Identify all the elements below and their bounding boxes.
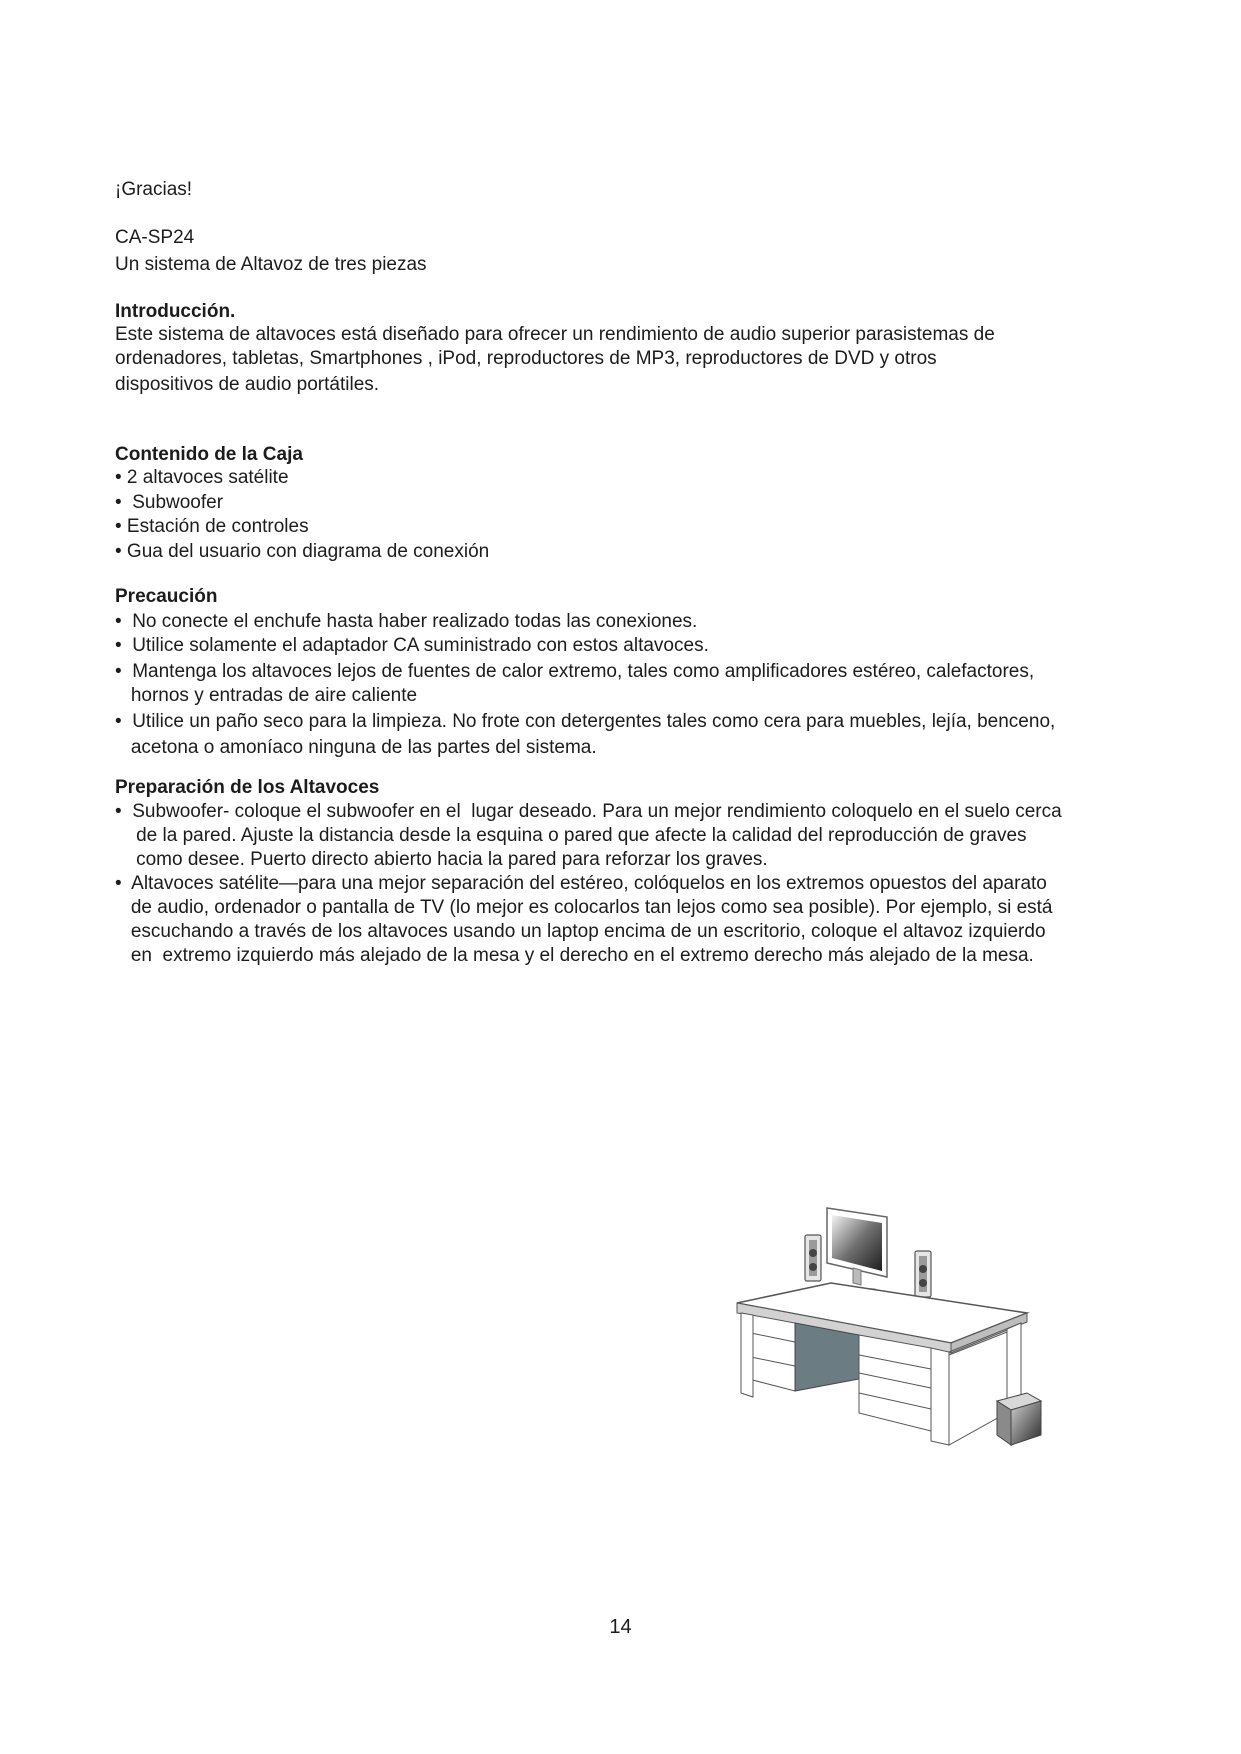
list-item: • Mantenga los altavoces lejos de fuentes de calor extremo, tales como amplificadores estéreo, calefactores,	[115, 661, 1035, 682]
list-item: en extremo izquierdo más alejado de la mesa y el derecho en el extremo derecho más alejado de la mesa.	[115, 945, 1034, 966]
list-item: • Gua del usuario con diagrama de conexión	[115, 541, 490, 562]
contents-heading: Contenido de la Caja	[115, 444, 303, 465]
desk-setup-illustration	[735, 1205, 1065, 1505]
list-item: acetona o amoníaco ninguna de las partes del sistema.	[115, 737, 597, 758]
intro-heading: Introducción.	[115, 301, 236, 322]
monitor-icon	[827, 1208, 887, 1295]
model-number: CA-SP24	[115, 227, 195, 248]
list-item: • Subwoofer- coloque el subwoofer en el lugar deseado. Para un mejor rendimiento coloquelo en el suelo cerca	[115, 801, 1062, 822]
setup-list	[115, 800, 1145, 968]
desk	[737, 1283, 1027, 1445]
product-subtitle: Un sistema de Altavoz de tres piezas	[115, 254, 427, 275]
setup-heading: Preparación de los Altavoces	[115, 777, 380, 798]
left-speaker-icon	[805, 1235, 821, 1281]
list-item: • Altavoces satélite—para una mejor separación del estéreo, colóquelos en los extremos opuestos del aparato	[115, 873, 1047, 894]
caution-list	[115, 610, 1145, 760]
list-item: • No conecte el enchufe hasta haber realizado todas las conexiones.	[115, 611, 698, 632]
intro-line: ordenadores, tabletas, Smartphones , iPod, reproductores de MP3, reproductores de DVD y otros	[115, 348, 937, 369]
intro-line: Este sistema de altavoces está diseñado para ofrecer un rendimiento de audio superior parasistemas de	[115, 324, 995, 345]
page-number: 14	[609, 1616, 632, 1638]
contents-list	[115, 466, 1145, 564]
list-item: • Estación de controles	[115, 516, 309, 537]
list-item: • Utilice solamente el adaptador CA suministrado con estos altavoces.	[115, 635, 709, 656]
list-item: como desee. Puerto directo abierto hacia la pared para reforzar los graves.	[115, 849, 768, 870]
list-item: hornos y entradas de aire caliente	[115, 685, 418, 706]
intro-paragraph	[115, 323, 1145, 397]
list-item: escuchando a través de los altavoces usando un laptop encima de un escritorio, coloque el altavoz izquierdo	[115, 921, 1046, 942]
list-item: • Subwoofer	[115, 492, 224, 513]
right-speaker-icon	[915, 1251, 931, 1297]
list-item: de la pared. Ajuste la distancia desde la esquina o pared que afecte la calidad del reproducción de graves	[115, 825, 1027, 846]
subwoofer-icon	[997, 1393, 1041, 1445]
thanks-heading: ¡Gracias!	[115, 179, 193, 200]
list-item: • 2 altavoces satélite	[115, 467, 289, 488]
list-item: de audio, ordenador o pantalla de TV (lo mejor es colocarlos tan lejos como sea posible). Por ejemplo, si está	[115, 897, 1053, 918]
caution-heading: Precaución	[115, 586, 218, 607]
intro-line: dispositivos de audio portátiles.	[115, 374, 380, 395]
list-item: • Utilice un paño seco para la limpieza. No frote con detergentes tales como cera para muebles, lejía, benceno,	[115, 711, 1056, 732]
